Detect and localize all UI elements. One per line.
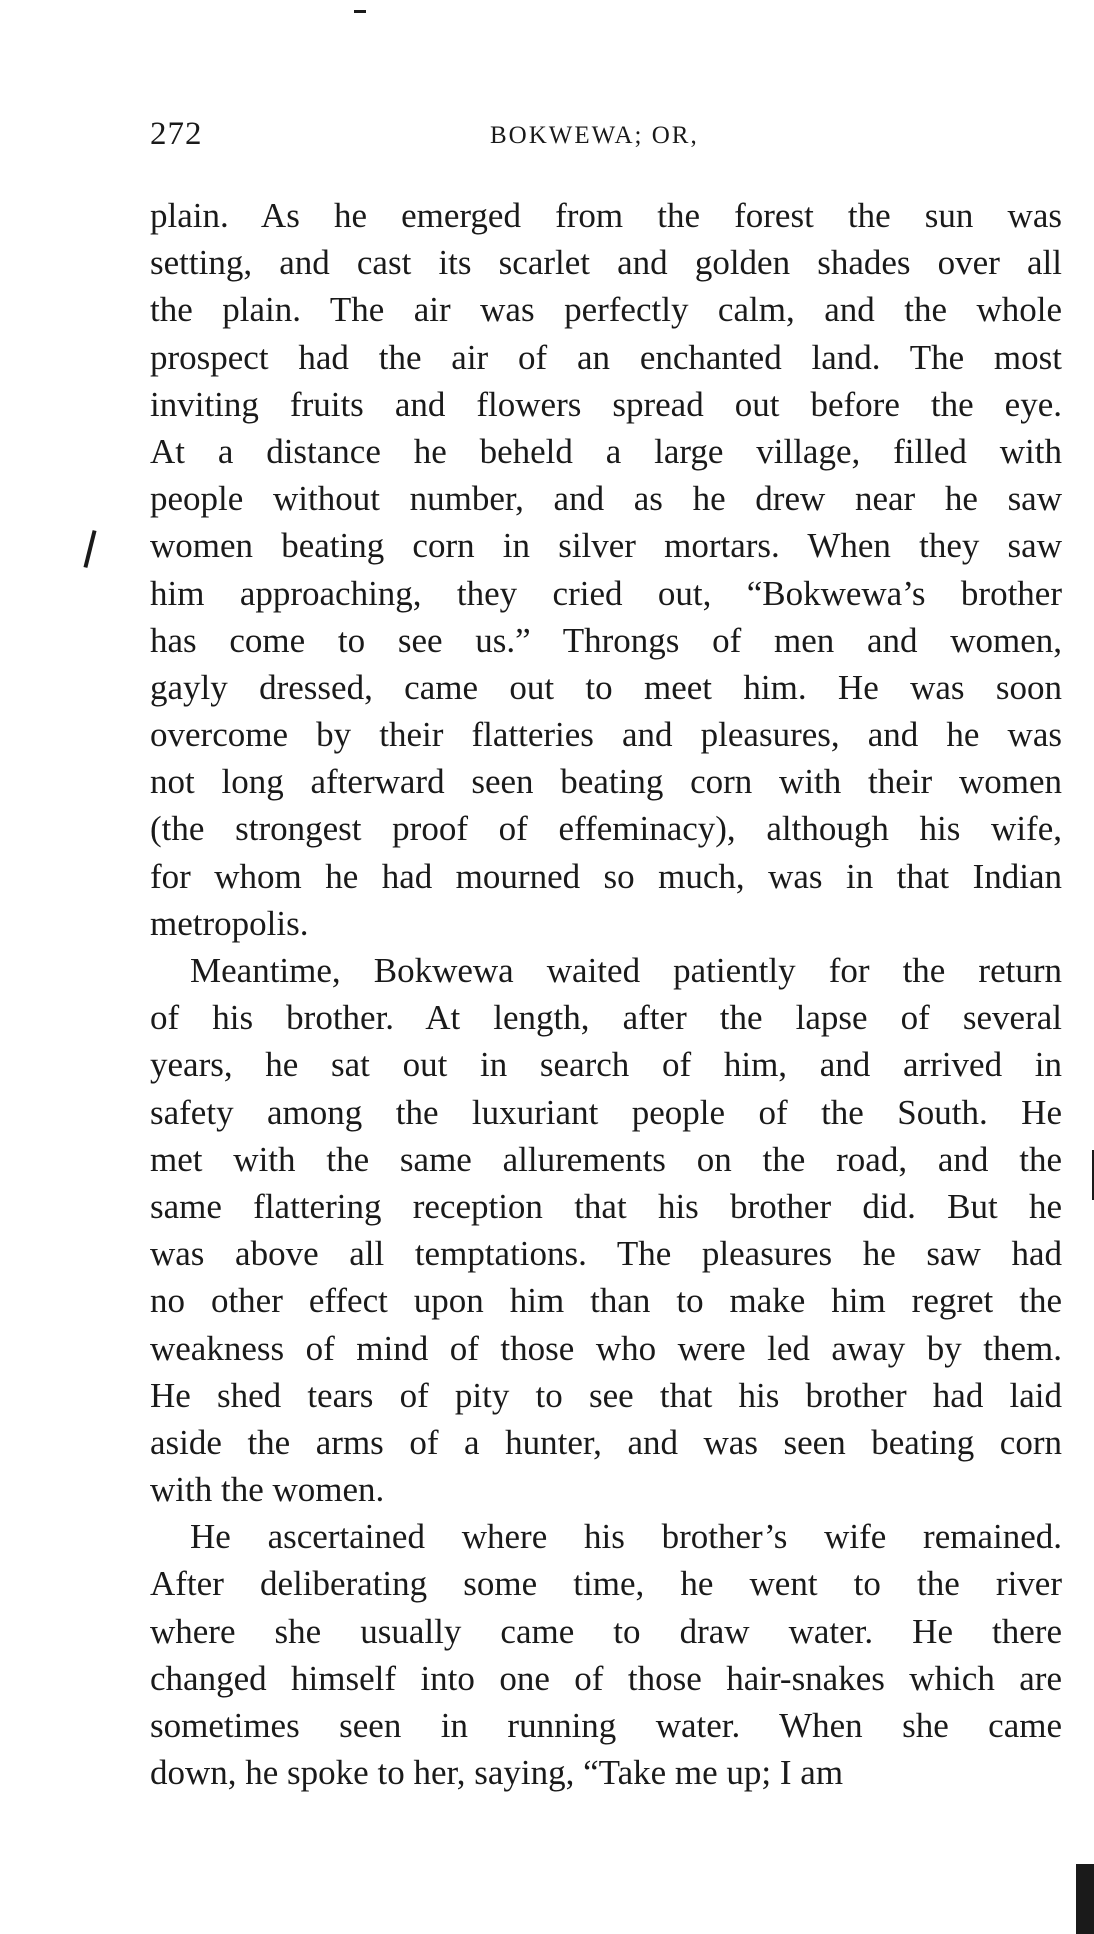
text-line: where she usually came to draw water. He there [150, 1611, 1062, 1651]
text-line: inviting fruits and flowers spread out before the eye. [150, 384, 1062, 424]
text-line: overcome by their flatteries and pleasures, and he was [150, 715, 1062, 755]
text-line: met with the same allurements on the road, and the [150, 1139, 1062, 1179]
text-line: After deliberating some time, he went to the river [150, 1564, 1062, 1604]
paragraph [150, 192, 1062, 947]
text-line: has come to see us.” Throngs of men and women, [150, 620, 1062, 660]
paragraph [150, 947, 1062, 1513]
print-speck [354, 10, 366, 13]
text-line: safety among the luxuriant people of the South. He [150, 1092, 1062, 1132]
text-line: women beating corn in silver mortars. When they saw [150, 526, 1062, 566]
text-line: prospect had the air of an enchanted land. The most [150, 337, 1062, 377]
text-line: changed himself into one of those hair-snakes which are [150, 1658, 1062, 1698]
text-line: gayly dressed, came out to meet him. He was soon [150, 667, 1062, 707]
text-line: years, he sat out in search of him, and arrived in [150, 1045, 1062, 1085]
margin-pencil-mark [83, 530, 96, 568]
page-header [150, 116, 1062, 160]
paragraph [150, 1513, 1062, 1796]
page-number: 272 [150, 116, 203, 152]
text-line: At a distance he beheld a large village, filled with [150, 431, 1062, 471]
text-line: people without number, and as he drew near he saw [150, 479, 1062, 519]
text-line: metropolis. [150, 903, 309, 943]
text-line: aside the arms of a hunter, and was seen beating corn [150, 1422, 1062, 1462]
text-line: plain. As he emerged from the forest the sun was [150, 196, 1062, 235]
body-text [150, 192, 1062, 1796]
text-line: Meantime, Bokwewa waited patiently for the return [190, 951, 1062, 990]
text-line: was above all temptations. The pleasures he saw had [150, 1234, 1062, 1274]
text-line: setting, and cast its scarlet and golden shades over all [150, 243, 1062, 283]
text-line: with the women. [150, 1470, 385, 1510]
text-line: the plain. The air was perfectly calm, and the whole [150, 290, 1062, 330]
text-line: weakness of mind of those who were led away by them. [150, 1328, 1062, 1368]
text-line: of his brother. At length, after the lapse of several [150, 998, 1062, 1038]
scan-edge-mark [1076, 1864, 1094, 1934]
text-line: not long afterward seen beating corn with their women [150, 762, 1062, 802]
text-line: same flattering reception that his brother did. But he [150, 1186, 1062, 1226]
text-line: no other effect upon him than to make him regret the [150, 1281, 1062, 1321]
text-line: (the strongest proof of effeminacy), although his wife, [150, 809, 1062, 849]
running-head: BOKWEWA; OR, [490, 122, 699, 149]
text-line: him approaching, they cried out, “Bokwewa’s brother [150, 573, 1062, 613]
text-line: He shed tears of pity to see that his brother had laid [150, 1375, 1062, 1415]
text-line: for whom he had mourned so much, was in that Indian [150, 856, 1062, 896]
text-line: down, he spoke to her, saying, “Take me up; I am [150, 1753, 844, 1793]
text-line: sometimes seen in running water. When she came [150, 1706, 1062, 1745]
text-line: He ascertained where his brother’s wife remained. [190, 1517, 1062, 1557]
